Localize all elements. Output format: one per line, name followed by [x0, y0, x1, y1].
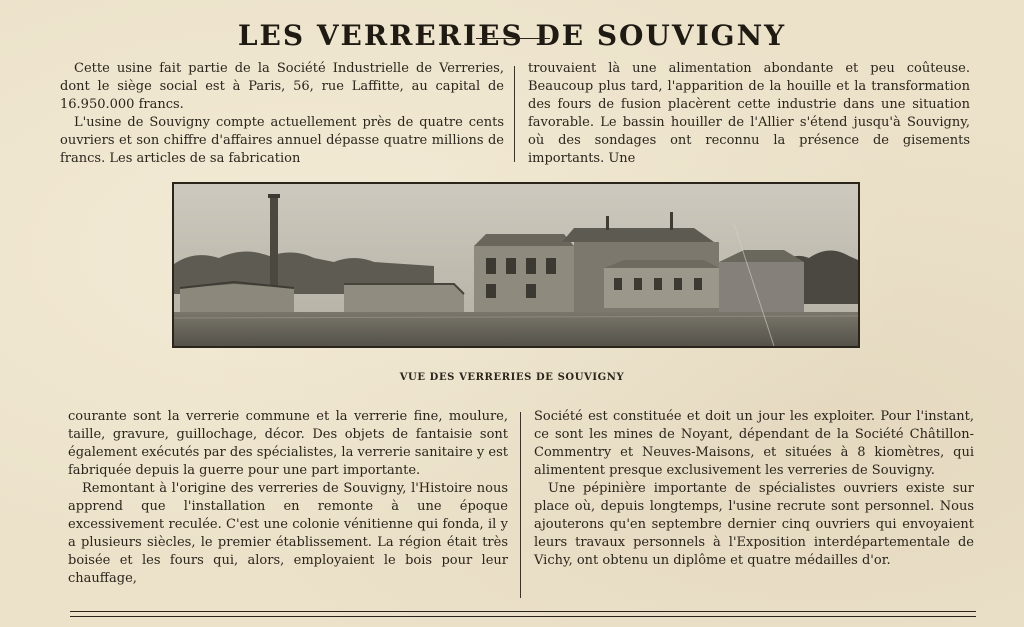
paragraph: courante sont la verrerie commune et la verrerie fine, moulure, taille, gravure, guillochage, décor. Des objets de fantaisie sont également exécutés par des spécialistes, la verrerie sanitaire y est fabriquée depuis la guerre pour une part importante.: [68, 409, 509, 478]
column-top-left: [60, 60, 504, 168]
paragraph: Société est constituée et doit un jour les exploiter. Pour l'instant, ce sont les mines de Noyant, dépendant de la Société Châtillon-Commentry et Neuves-Maisons, et situées à 8 kiomètres, qui alimentent presque exclusivement les verreries de Souvigny.: [534, 409, 974, 478]
paragraph: Une pépinière importante de spécialistes ouvriers existe sur place où, depuis longtemps, l'usine recrute sont personnel. Nous ajouterons qu'en septembre dernier cinq ouvriers qui envoyaient leurs travaux personnels à l'Exposition interdépartementale de Vichy, ont obtenu un diplôme et quatre médailles d'or.: [534, 481, 974, 568]
paragraph: trouvaient là une alimentation abondante et peu coûteuse. Beaucoup plus tard, l'apparition de la houille et la transformation des fours de fusion placèrent cette industrie dans une situation favorable. Le bassin houiller de l'Allier s'étend jusqu'à Souvigny, où des sondages ont reconnu la présence de gisements importants. Une: [528, 61, 970, 166]
column-divider: [520, 412, 521, 598]
column-top-right: [528, 60, 970, 168]
article-title: LES VERRERIES DE SOUVIGNY: [237, 18, 787, 52]
paragraph: L'usine de Souvigny compte actuellement près de quatre cents ouvriers et son chiffre d'affaires annuel dépasse quatre millions de francs. Les articles de sa fabrication: [60, 115, 504, 166]
photo-caption: VUE DES VERRERIES DE SOUVIGNY: [399, 372, 625, 383]
factory-photo-illustration: [174, 184, 858, 346]
bottom-rule: [70, 611, 976, 612]
column-bottom-left: [68, 408, 508, 588]
factory-photo: [172, 182, 860, 348]
bottom-rule: [70, 616, 976, 617]
column-bottom-right: [534, 408, 974, 570]
paragraph: Remontant à l'origine des verreries de Souvigny, l'Histoire nous apprend que l'installation en remonte à une époque excessivement reculée. C'est une colonie vénitienne qui fonda, il y a plusieurs siècles, le premier établissement. La région était très boisée et les fours qui, alors, employaient le bois pour leur chauffage,: [68, 481, 508, 586]
column-divider: [514, 66, 515, 162]
title-underline: [476, 38, 550, 39]
paragraph: Cette usine fait partie de la Société Industrielle de Verreries, dont le siège social est à Paris, 56, rue Laffitte, au capital de 16.950.000 francs.: [60, 61, 504, 112]
